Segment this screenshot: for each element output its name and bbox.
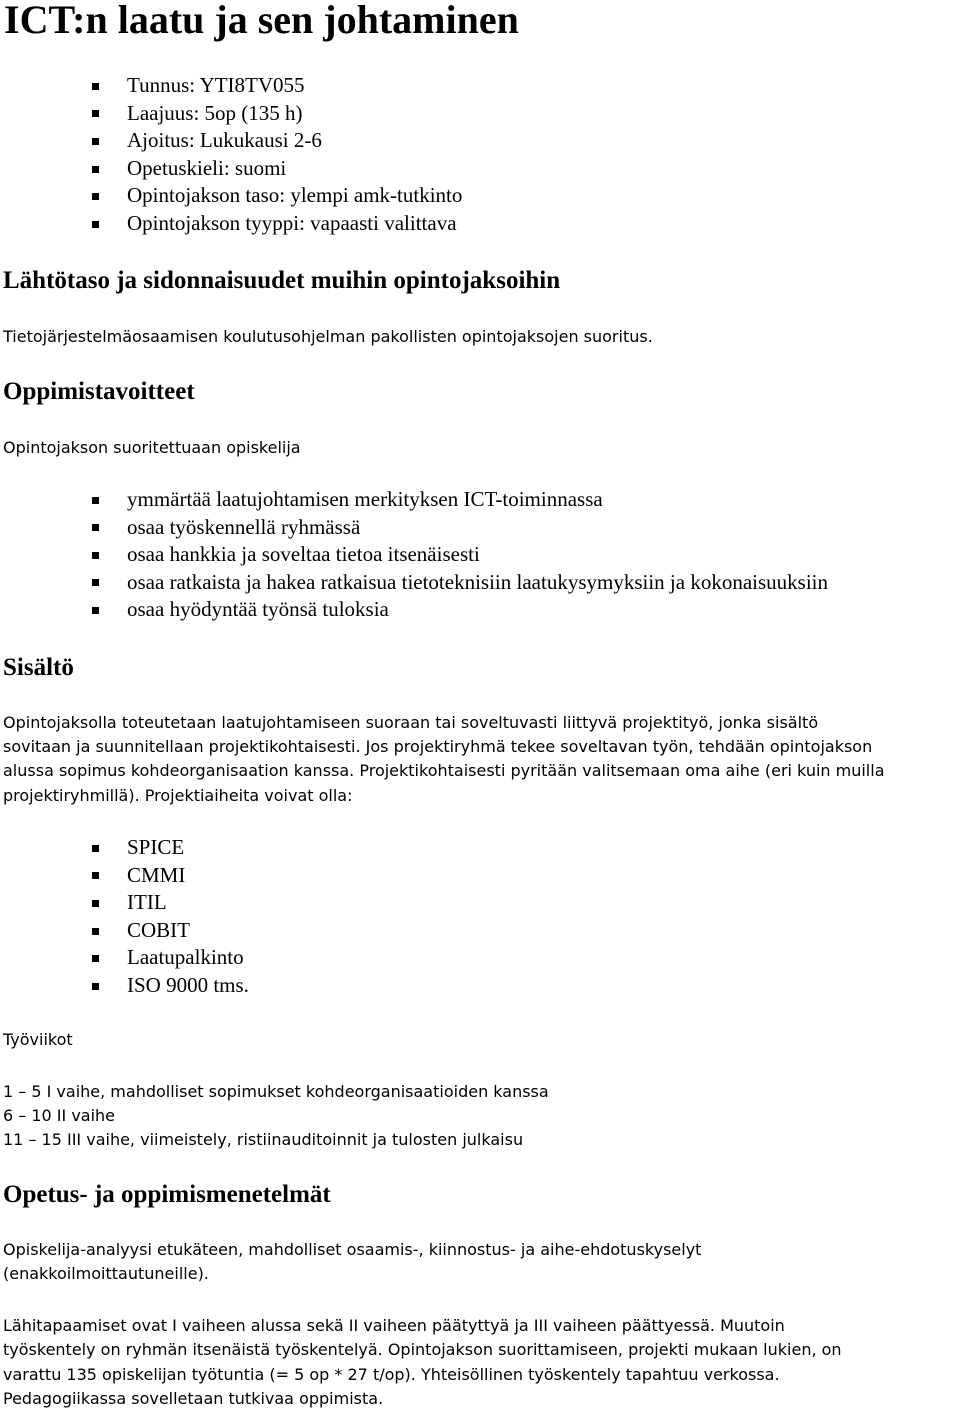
list-item: Laajuus: 5op (135 h) <box>0 100 462 128</box>
topics-list <box>0 834 249 1000</box>
list-item: osaa hyödyntää työnsä tuloksia <box>0 596 828 624</box>
square-bullet-icon <box>92 166 99 173</box>
prerequisites-heading: Lähtötaso ja sidonnaisuudet muihin opintojaksoihin <box>3 267 561 294</box>
course-info-list <box>0 72 462 238</box>
list-item: Opintojakson taso: ylempi amk-tutkinto <box>0 182 462 210</box>
prerequisites-text: Tietojärjestelmäosaamisen koulutusohjelman pakollisten opintojaksojen suoritus. <box>3 327 653 346</box>
square-bullet-icon <box>92 955 99 962</box>
page-title: ICT:n laatu ja sen johtaminen <box>4 0 519 42</box>
square-bullet-icon <box>92 138 99 145</box>
objectives-list <box>0 486 828 624</box>
square-bullet-icon <box>92 110 99 117</box>
list-item: SPICE <box>0 834 249 862</box>
list-item: osaa työskennellä ryhmässä <box>0 514 828 542</box>
square-bullet-icon <box>92 193 99 200</box>
list-item: ITIL <box>0 889 249 917</box>
list-item: osaa hankkia ja soveltaa tietoa itsenäisesti <box>0 541 828 569</box>
list-item: COBIT <box>0 917 249 945</box>
list-item: Ajoitus: Lukukausi 2-6 <box>0 127 462 155</box>
square-bullet-icon <box>92 900 99 907</box>
list-item: CMMI <box>0 862 249 890</box>
weeks-schedule: 1 – 5 I vaihe, mahdolliset sopimukset kohdeorganisaatioiden kanssa 6 – 10 II vaihe 11 – 15 III vaihe, viimeistely, ristiinauditoinnit ja tulosten julkaisu <box>3 1082 549 1150</box>
methods-paragraph-1: Opiskelija-analyysi etukäteen, mahdolliset osaamis-, kiinnostus- ja aihe-ehdotuskyselyt (enakkoilmoittautuneille). <box>3 1240 702 1284</box>
list-item: Opetuskieli: suomi <box>0 155 462 183</box>
methods-heading: Opetus- ja oppimismenetelmät <box>3 1181 331 1208</box>
square-bullet-icon <box>92 845 99 852</box>
list-item: Opintojakson tyyppi: vapaasti valittava <box>0 210 462 238</box>
list-item: Tunnus: YTI8TV055 <box>0 72 462 100</box>
square-bullet-icon <box>92 497 99 504</box>
weeks-heading: Työviikot <box>3 1030 73 1049</box>
square-bullet-icon <box>92 524 99 531</box>
square-bullet-icon <box>92 221 99 228</box>
square-bullet-icon <box>92 579 99 586</box>
square-bullet-icon <box>92 872 99 879</box>
square-bullet-icon <box>92 607 99 614</box>
content-paragraph: Opintojaksolla toteutetaan laatujohtamiseen suoraan tai soveltuvasti liittyvä projektityö, jonka sisältö sovitaan ja suunnitellaan projektikohtaisesti. Jos projektiryhmä tekee soveltavan työn, tehdään opintojakson alussa sopimus kohdeorganisaation kanssa. Projektikohtaisesti pyritään valitsemaan oma aihe (eri kuin muilla projektiryhmillä). Projektiaiheita voivat olla: <box>3 713 885 805</box>
square-bullet-icon <box>92 983 99 990</box>
objectives-intro: Opintojakson suoritettuaan opiskelija <box>3 438 301 457</box>
square-bullet-icon <box>92 83 99 90</box>
list-item: osaa ratkaista ja hakea ratkaisua tietoteknisiin laatukysymyksiin ja kokonaisuuksiin <box>0 569 828 597</box>
square-bullet-icon <box>92 928 99 935</box>
list-item: Laatupalkinto <box>0 944 249 972</box>
list-item: ymmärtää laatujohtamisen merkityksen ICT-toiminnassa <box>0 486 828 514</box>
content-heading: Sisältö <box>3 654 74 681</box>
square-bullet-icon <box>92 552 99 559</box>
objectives-heading: Oppimistavoitteet <box>3 378 195 405</box>
methods-paragraph-2: Lähitapaamiset ovat I vaiheen alussa sekä II vaiheen päätyttyä ja III vaiheen päättyessä. Muutoin työskentely on ryhmän itsenäistä työskentelyä. Opintojakson suorittamiseen, projekti mukaan lukien, on varattu 135 opiskelijan työtuntia (= 5 op * 27 t/op). Yhteisöllinen työskentely tapahtuu verkossa. Pedagogiikassa sovelletaan tutkivaa oppimista. <box>3 1316 842 1409</box>
list-item: ISO 9000 tms. <box>0 972 249 1000</box>
